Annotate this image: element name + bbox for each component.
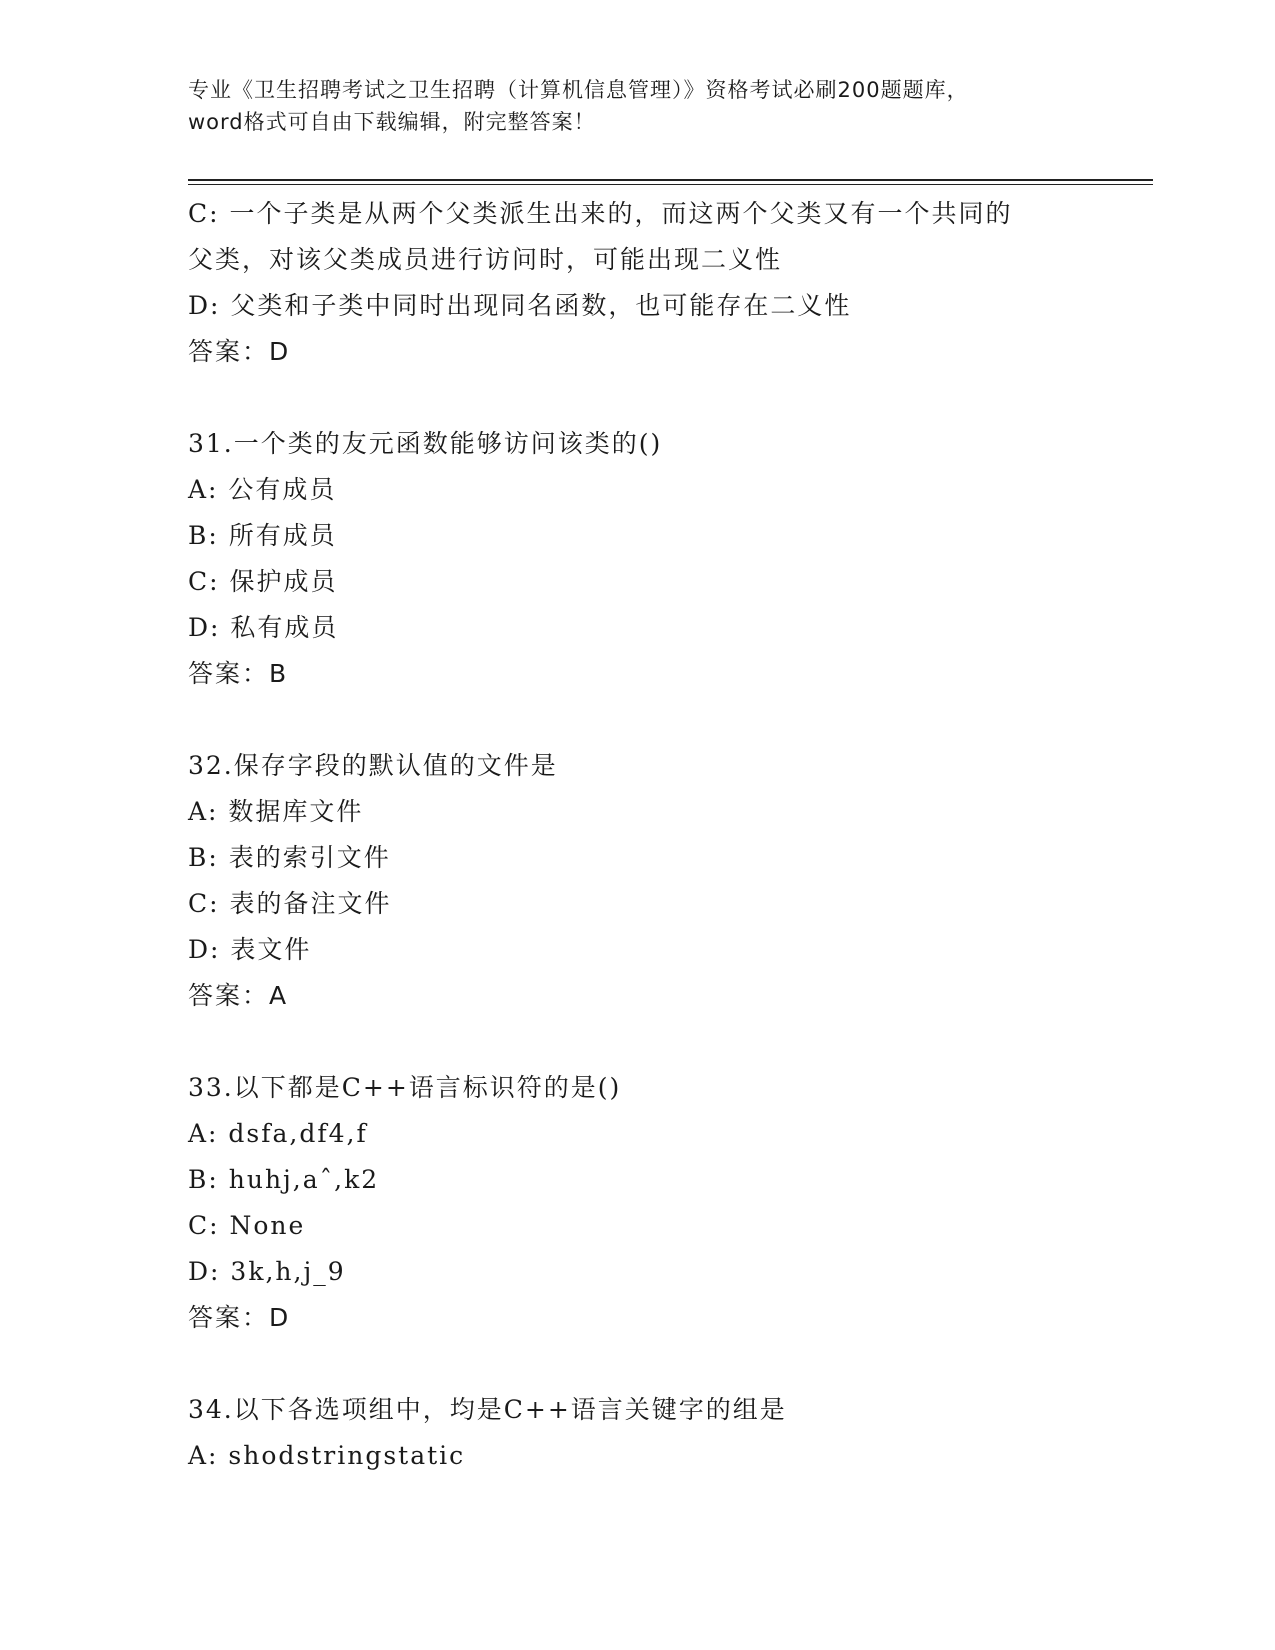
option-c-line-1: C: 一个子类是从两个父类派生出来的，而这两个父类又有一个共同的 (188, 199, 1013, 228)
option-c: C: 表的备注文件 (188, 889, 392, 918)
option-a: A: 公有成员 (188, 475, 337, 504)
spacer (188, 1341, 1088, 1387)
question-stem: 31.一个类的友元函数能够访问该类的() (188, 429, 663, 458)
option-c: C: 保护成员 (188, 567, 338, 596)
header-divider-thick (188, 179, 1153, 181)
option-b: B: huhj,aˆ,k2 (188, 1165, 380, 1194)
option-b: B: 所有成员 (188, 521, 337, 550)
option-b: B: 表的索引文件 (188, 843, 391, 872)
question-34 (188, 1387, 1088, 1479)
spacer (188, 1019, 1088, 1065)
header-title-line-1: 专业《卫生招聘考试之卫生招聘（计算机信息管理）》资格考试必刷200题题库， (188, 78, 969, 102)
question-32 (188, 743, 1088, 1019)
spacer (188, 697, 1088, 743)
question-stem: 32.保存字段的默认值的文件是 (188, 751, 558, 780)
option-d: D: 私有成员 (188, 613, 339, 642)
question-stem: 33.以下都是C++语言标识符的是() (188, 1073, 622, 1102)
header-title-line-2: word格式可自由下载编辑，附完整答案！ (188, 110, 596, 134)
header-divider-thin (188, 184, 1153, 185)
document-header (188, 74, 1088, 138)
question-list (188, 191, 1088, 1479)
spacer (188, 375, 1088, 421)
option-d: D: 3k,h,j_9 (188, 1257, 346, 1286)
option-a: A: dsfa,df4,f (188, 1119, 368, 1148)
answer-line: 答案：D (188, 337, 291, 366)
question-stem: 34.以下各选项组中，均是C++语言关键字的组是 (188, 1395, 787, 1424)
option-c: C: None (188, 1211, 306, 1240)
option-a: A: 数据库文件 (188, 797, 364, 826)
answer-line: 答案：D (188, 1303, 291, 1332)
option-c-line-2: 父类，对该父类成员进行访问时，可能出现二义性 (188, 245, 783, 274)
answer-line: 答案：B (188, 659, 289, 688)
option-a: A: shodstringstatic (188, 1441, 466, 1470)
question-33 (188, 1065, 1088, 1341)
answer-line: 答案：A (188, 981, 289, 1010)
option-d: D: 父类和子类中同时出现同名函数，也可能存在二义性 (188, 291, 852, 320)
question-31 (188, 421, 1088, 697)
option-d: D: 表文件 (188, 935, 312, 964)
continued-question-30 (188, 191, 1088, 375)
